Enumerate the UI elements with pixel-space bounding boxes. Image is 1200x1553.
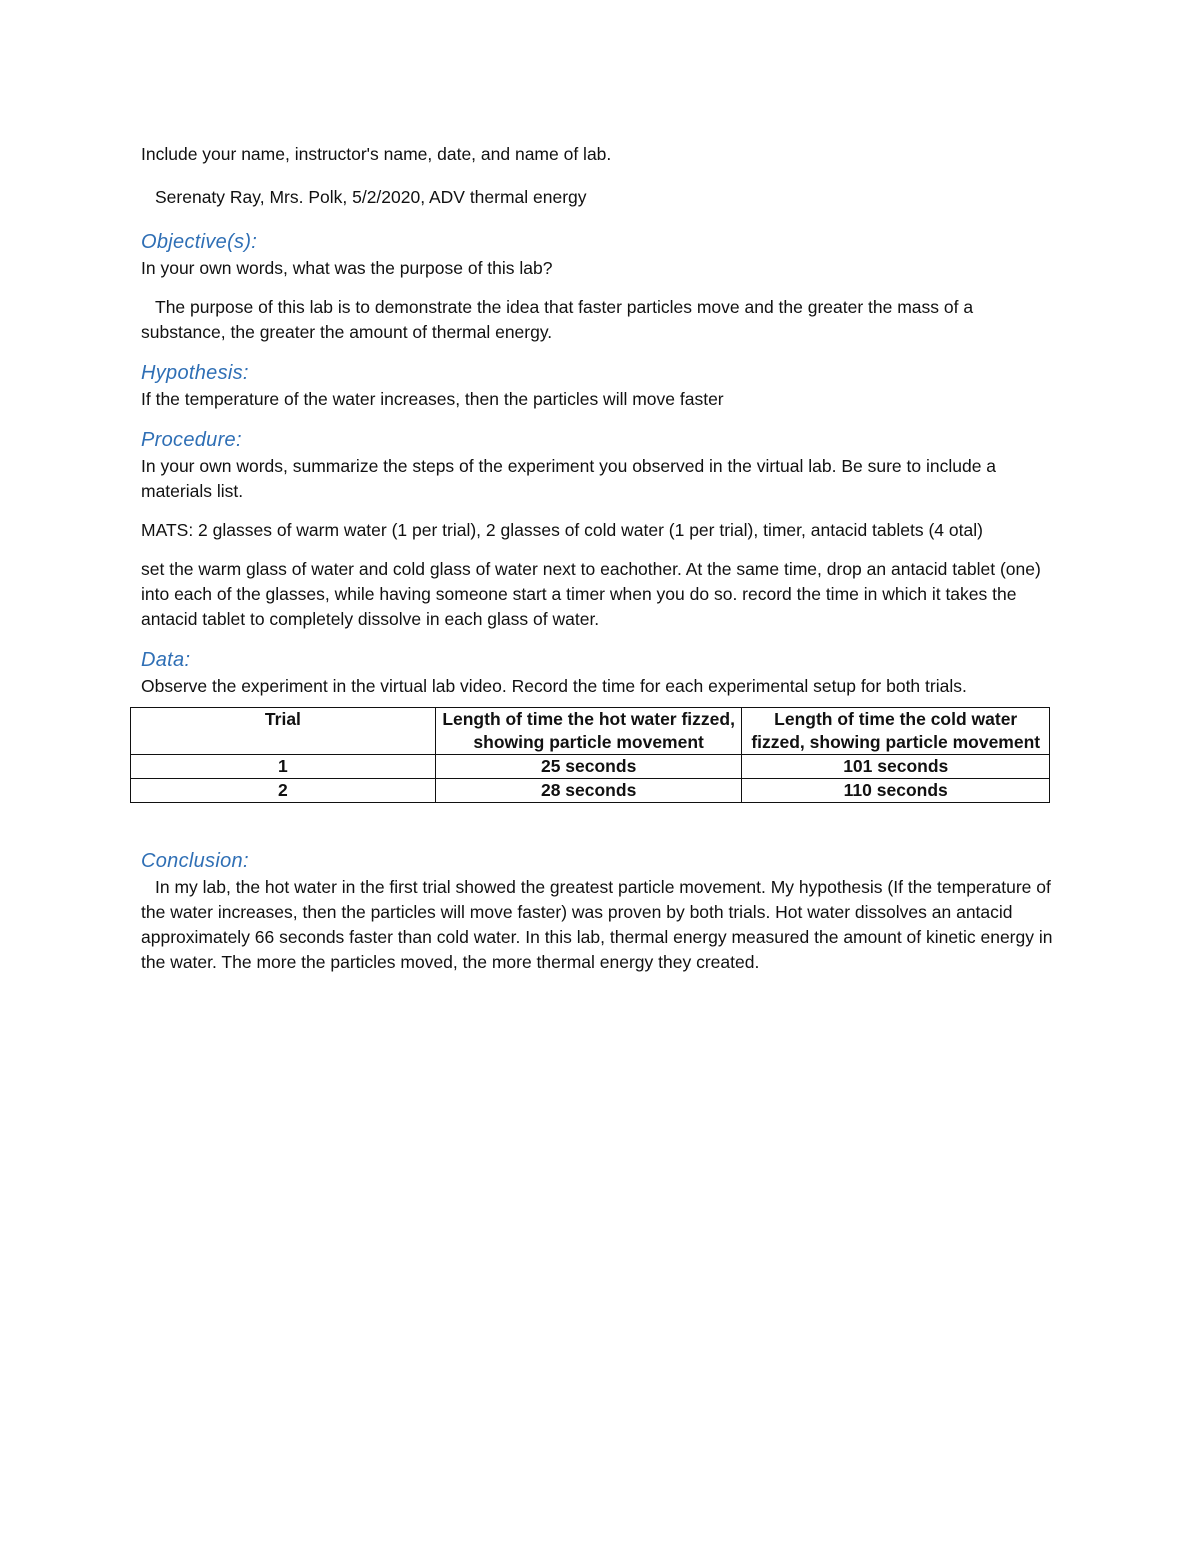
objective-heading: Objective(s):: [141, 231, 258, 253]
conclusion-text: In my lab, the hot water in the first trial showed the greatest particle movement. My hypothesis (If the temperature of the water increases, then the particles will move faster) was proven by both trials. Hot water dissolves an antacid approximately 66 seconds faster than cold water. In this lab, thermal energy measured the amount of kinetic energy in the water. The more the particles moved, the more thermal energy they created.: [141, 877, 1053, 972]
table-cell-cold: 110 seconds: [742, 779, 1050, 803]
table-header-row: [131, 708, 1050, 755]
table-cell-hot: 25 seconds: [435, 755, 742, 779]
table-cell-trial: 2: [131, 779, 436, 803]
table-cell-cold: 101 seconds: [742, 755, 1050, 779]
table-row: [131, 779, 1050, 803]
header-answer: Serenaty Ray, Mrs. Polk, 5/2/2020, ADV thermal energy: [155, 187, 587, 207]
data-table: [130, 707, 1050, 803]
procedure-heading: Procedure:: [141, 429, 242, 451]
hypothesis-heading: Hypothesis:: [141, 362, 249, 384]
table-header-trial: Trial: [131, 708, 436, 755]
table-cell-hot: 28 seconds: [435, 779, 742, 803]
objective-prompt: In your own words, what was the purpose of this lab?: [141, 258, 553, 278]
procedure-prompt: In your own words, summarize the steps of the experiment you observed in the virtual lab. Be sure to include a materials list.: [141, 456, 997, 501]
table-header-hot-water: Length of time the hot water fizzed, showing particle movement: [435, 708, 742, 755]
data-heading: Data:: [141, 649, 191, 671]
procedure-materials: MATS: 2 glasses of warm water (1 per trial), 2 glasses of cold water (1 per trial), timer, antacid tablets (4 otal): [141, 520, 983, 540]
document-page: [141, 142, 1056, 975]
procedure-steps: set the warm glass of water and cold glass of water next to eachother. At the same time, drop an antacid tablet (one) into each of the glasses, while having someone start a timer when you do so. record the time in which it takes the antacid tablet to completely dissolve in each glass of water.: [141, 559, 1041, 629]
table-header-cold-water: Length of time the cold water fizzed, showing particle movement: [742, 708, 1050, 755]
conclusion-heading: Conclusion:: [141, 850, 249, 872]
objective-answer: The purpose of this lab is to demonstrate the idea that faster particles move and the greater the mass of a substance, the greater the amount of thermal energy.: [141, 297, 974, 342]
header-prompt: Include your name, instructor's name, date, and name of lab.: [141, 144, 612, 164]
data-prompt: Observe the experiment in the virtual lab video. Record the time for each experimental setup for both trials.: [141, 676, 967, 696]
table-row: [131, 755, 1050, 779]
hypothesis-text: If the temperature of the water increases, then the particles will move faster: [141, 389, 724, 409]
table-cell-trial: 1: [131, 755, 436, 779]
